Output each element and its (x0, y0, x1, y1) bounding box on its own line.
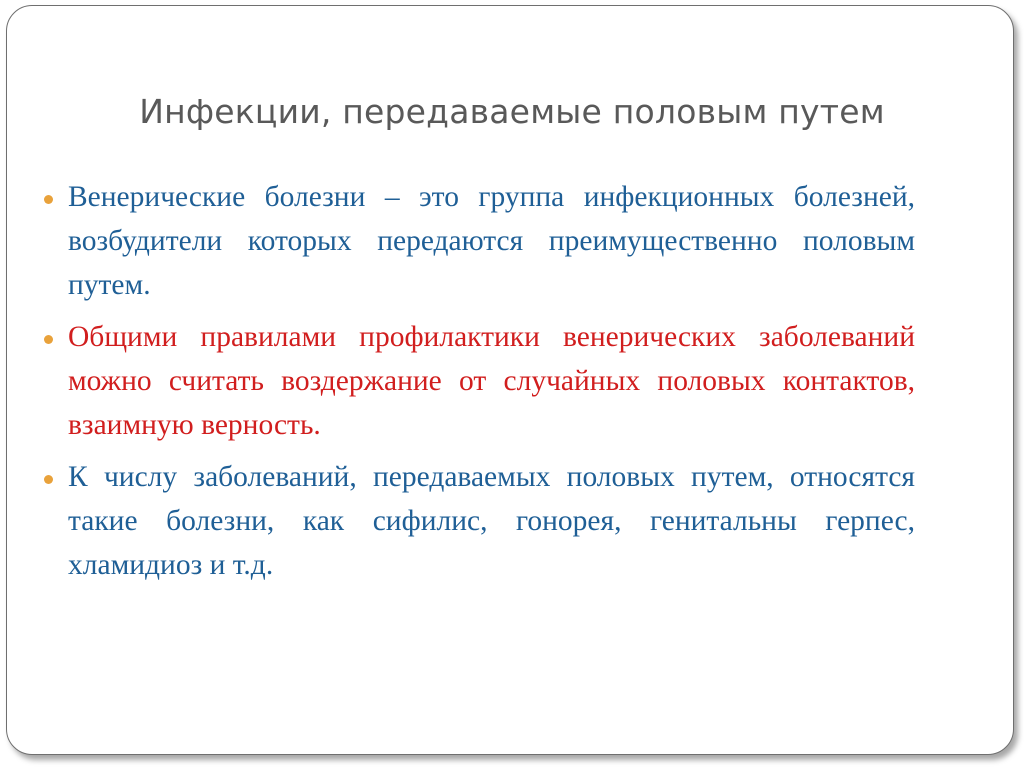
bullet-text: К числу заболеваний, передаваемых половых путем, относятся такие болезни, как сифилис, гонорея, генитальны герпес, хламидиоз и т.д. (68, 461, 915, 581)
bullet-item (40, 455, 915, 587)
bullet-text: Венерические болезни – это группа инфекционных болезней, возбудители которых передаются преимущественно половым путем. (68, 181, 915, 301)
bullet-dot-icon (44, 475, 53, 484)
bullet-dot-icon (44, 335, 53, 344)
bullet-item (40, 175, 915, 307)
bullet-item (40, 315, 915, 447)
bullet-list (40, 175, 915, 595)
bullet-dot-icon (44, 195, 53, 204)
bullet-text: Общими правилами профилактики венерических заболеваний можно считать воздержание от случайных половых контактов, взаимную верность. (68, 321, 915, 441)
slide-title: Инфекции, передаваемые половым путем (139, 92, 885, 131)
